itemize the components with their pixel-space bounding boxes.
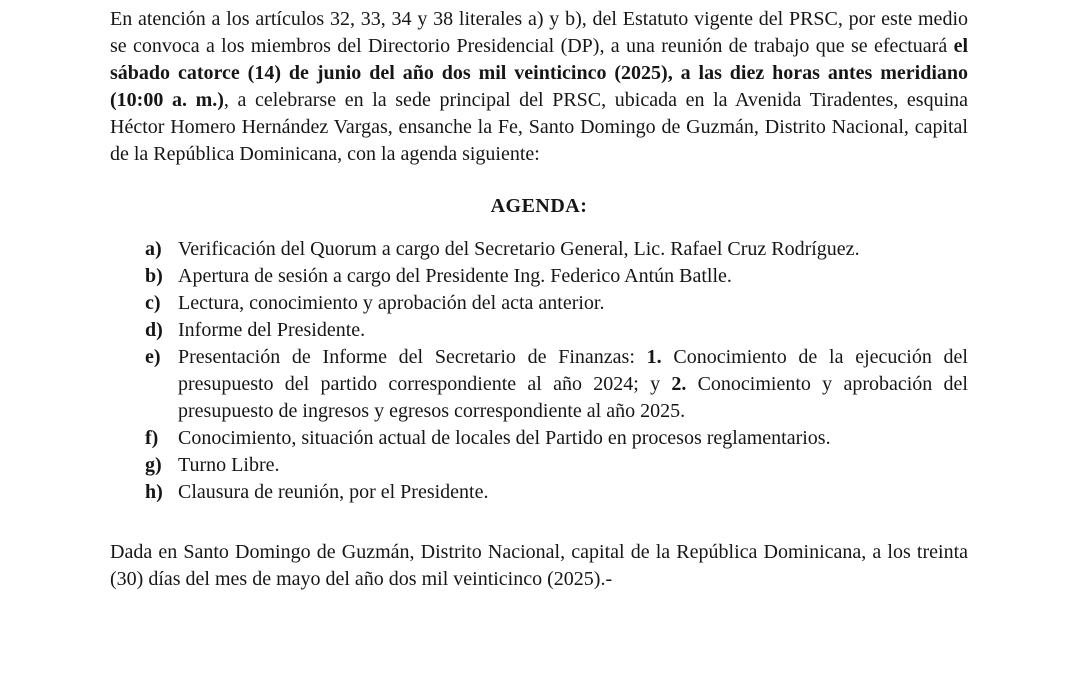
text-segment: Apertura de sesión a cargo del Presidente Ing. Federico Antún Batlle. (178, 265, 732, 287)
agenda-item-marker: h) (145, 481, 163, 503)
agenda-list (110, 236, 968, 506)
agenda-item-text (178, 344, 968, 425)
agenda-item-text (178, 425, 968, 452)
agenda-item (110, 317, 968, 344)
text-segment: Dada en Santo Domingo de Guzmán, Distrito Nacional, capital de la República Dominicana, a los treinta (30) días del mes de mayo del año dos mil veinticinco (2025).- (110, 541, 968, 590)
agenda-item (110, 290, 968, 317)
agenda-item (110, 344, 968, 425)
agenda-item-marker: e) (145, 346, 161, 368)
agenda-item-marker: c) (145, 292, 161, 314)
text-segment-bold: 1. (646, 346, 662, 368)
agenda-item-marker: d) (145, 319, 163, 341)
agenda-item (110, 479, 968, 506)
text-segment: Conocimiento y aprobación del presupuesto de ingresos y egresos correspondiente al año 2025. (178, 373, 968, 422)
agenda-item-text (178, 479, 968, 506)
agenda-item (110, 425, 968, 452)
agenda-item (110, 263, 968, 290)
text-segment: Presentación de Informe del Secretario de Finanzas: (178, 346, 647, 368)
text-segment: Conocimiento, situación actual de locales del Partido en procesos reglamentarios. (178, 427, 831, 449)
agenda-item-text (178, 236, 968, 263)
agenda-item-text (178, 317, 968, 344)
agenda-item (110, 452, 968, 479)
agenda-item (110, 236, 968, 263)
text-segment-bold: el sábado catorce (14) de junio del año dos mil veinticinco (2025), a las diez horas antes meridiano (10:00 a. m.) (110, 35, 968, 111)
agenda-item-marker: a) (145, 238, 162, 260)
intro-paragraph (110, 6, 968, 168)
agenda-item-text (178, 290, 968, 317)
agenda-title: AGENDA: (490, 195, 588, 217)
text-segment: Turno Libre. (178, 454, 280, 476)
text-segment-bold: 2. (671, 373, 687, 395)
closing-paragraph (110, 539, 968, 593)
agenda-item-marker: g) (145, 454, 162, 476)
text-segment: En atención a los artículos 32, 33, 34 y 38 literales a) y b), del Estatuto vigente del PRSC, por este medio se convoca a los miembros del Directorio Presidencial (DP), a una reunión de trabajo que se efectuará (110, 8, 968, 57)
text-segment: Verificación del Quorum a cargo del Secretario General, Lic. Rafael Cruz Rodríguez. (178, 238, 860, 260)
text-segment: Informe del Presidente. (178, 319, 366, 341)
text-segment: Lectura, conocimiento y aprobación del acta anterior. (178, 292, 605, 314)
agenda-item-marker: b) (145, 265, 163, 287)
agenda-item-marker: f) (145, 427, 159, 449)
agenda-item-text (178, 452, 968, 479)
text-segment: Clausura de reunión, por el Presidente. (178, 481, 489, 503)
text-segment: , a celebrarse en la sede principal del PRSC, ubicada en la Avenida Tiradentes, esquina Héctor Homero Hernández Vargas, ensanche la Fe, Santo Domingo de Guzmán, Distrito Nacional, capital de la República Dominicana, con la agenda siguiente: (110, 89, 969, 165)
agenda-item-text (178, 263, 968, 290)
text-segment: Conocimiento de la ejecución del presupuesto del partido correspondiente al año 2024; y (178, 346, 968, 395)
